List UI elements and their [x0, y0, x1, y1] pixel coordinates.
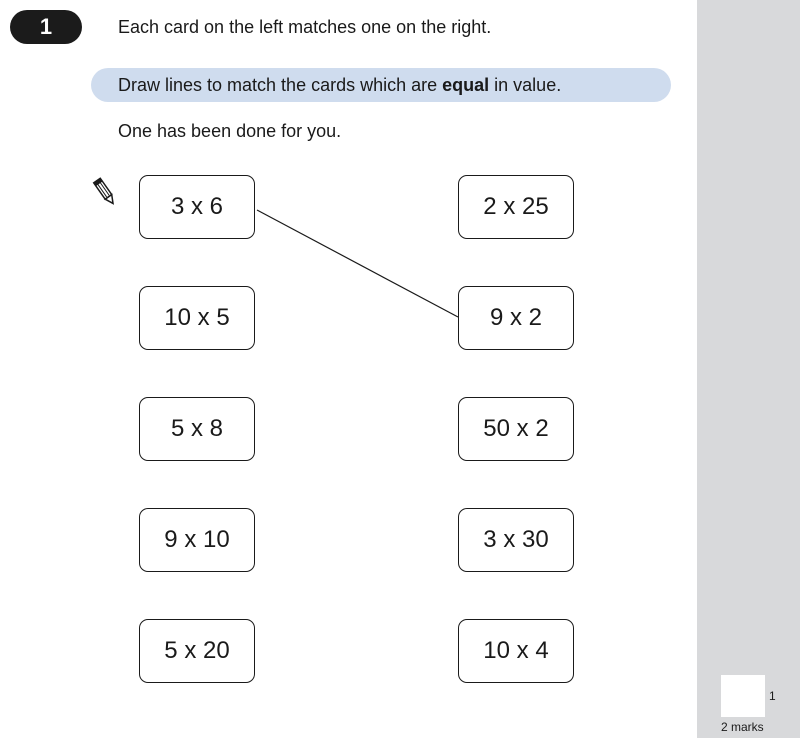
left-card[interactable]: 10 x 5: [139, 286, 255, 350]
pencil-icon: [92, 176, 118, 208]
right-card[interactable]: 9 x 2: [458, 286, 574, 350]
instruction-bold: equal: [442, 75, 490, 95]
example-note: One has been done for you.: [118, 121, 342, 141]
question-number: 1: [39, 14, 53, 39]
marking-margin: [697, 0, 800, 738]
left-card[interactable]: 3 x 6: [139, 175, 255, 239]
mark-question-ref: 1: [769, 689, 776, 703]
question-number-badge: [10, 10, 82, 44]
mark-box[interactable]: [721, 675, 765, 717]
instruction-after: in value.: [489, 75, 562, 95]
instruction-before: Draw lines to match the cards which are: [118, 75, 443, 95]
left-card[interactable]: 5 x 20: [139, 619, 255, 683]
right-card[interactable]: 3 x 30: [458, 508, 574, 572]
right-card[interactable]: 2 x 25: [458, 175, 574, 239]
marks-label: 2 marks: [721, 720, 764, 734]
right-card[interactable]: 10 x 4: [458, 619, 574, 683]
left-card[interactable]: 5 x 8: [139, 397, 255, 461]
right-card[interactable]: 50 x 2: [458, 397, 574, 461]
question-intro: Each card on the left matches one on the right.: [118, 17, 492, 37]
left-card[interactable]: 9 x 10: [139, 508, 255, 572]
instruction-text: [118, 75, 561, 96]
instruction-band: [91, 68, 671, 102]
